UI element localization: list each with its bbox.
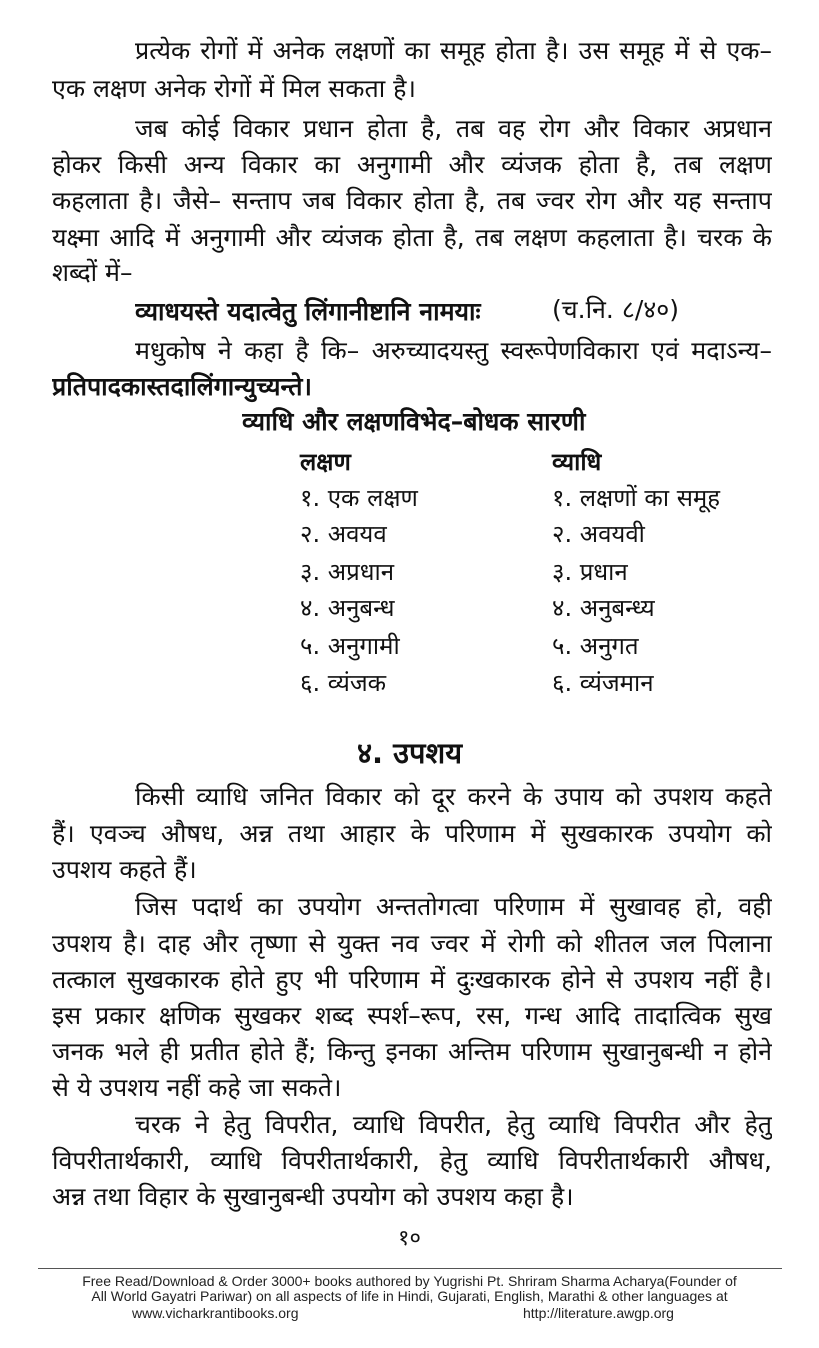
page-number: १० (398, 1226, 421, 1251)
paragraph-6-line-2: विपरीतार्थकारी, व्याधि विपरीतार्थकारी, हेतु व्याधि विपरीतार्थकारी औषध, (52, 1146, 772, 1175)
table-header-lakshan: लक्षण (300, 448, 351, 476)
footer-divider (38, 1268, 782, 1269)
paragraph-2-line-1: जब कोई विकार प्रधान होता है, तब वह रोग और विकार अप्रधान (135, 114, 772, 143)
paragraph-1-line-2: एक लक्षण अनेक रोगों में मिल सकता है। (52, 74, 416, 103)
paragraph-2-line-3: कहलाता है। जैसे– सन्ताप जब विकार होता है, तब ज्वर रोग और यह सन्ताप (52, 186, 772, 215)
table-row-2-b: २. अवयवी (552, 520, 645, 548)
paragraph-4-line-1: किसी व्याधि जनित विकार को दूर करने के उपाय को उपशय कहते (135, 782, 772, 811)
table-row-3-a: ३. अप्रधान (300, 558, 395, 586)
table-row-1-b: १. लक्षणों का समूह (552, 484, 721, 512)
footer-line-1: Free Read/Download & Order 3000+ books authored by Yugrishi Pt. Shriram Sharma Acharya(Founder of (82, 1273, 737, 1289)
table-row-5-a: ५. अनुगामी (300, 632, 400, 660)
table-row-4-a: ४. अनुबन्ध (300, 594, 395, 622)
paragraph-5-line-5: जनक भले ही प्रतीत होते हैं; किन्तु इनका अन्तिम परिणाम सुखानुबन्धी न होने (52, 1037, 772, 1066)
paragraph-6-line-1: चरक ने हेतु विपरीत, व्याधि विपरीत, हेतु व्याधि विपरीत और हेतु (135, 1110, 772, 1139)
paragraph-4-line-2: हैं। एवञ्च औषध, अन्न तथा आहार के परिणाम में सुखकारक उपयोग को (52, 819, 772, 848)
table-row-3-b: ३. प्रधान (552, 558, 628, 586)
table-row-1-a: १. एक लक्षण (300, 484, 418, 512)
paragraph-3-line-2: प्रतिपादकास्तदालिंगान्युच्यन्ते। (52, 372, 312, 401)
paragraph-5-line-3: तत्काल सुखकारक होते हुए भी परिणाम में दुःखकारक होने से उपशय नहीं है। (52, 965, 772, 994)
paragraph-5-line-2: उपशय है। दाह और तृष्णा से युक्त नव ज्वर में रोगी को शीतल जल पिलाना (52, 929, 772, 958)
paragraph-6-line-3: अन्न तथा विहार के सुखानुबन्धी उपयोग को उपशय कहा है। (52, 1182, 574, 1211)
table-title: व्याधि और लक्षणविभेद–बोधक सारणी (242, 407, 586, 436)
table-row-6-a: ६. व्यंजक (300, 669, 387, 697)
sanskrit-quote: व्याधयस्ते यदात्वेतु लिंगानीष्टानि नामयाः (135, 297, 481, 326)
table-row-4-b: ४. अनुबन्ध्य (552, 594, 655, 622)
table-row-5-b: ५. अनुगत (552, 632, 639, 660)
paragraph-5-line-4: इस प्रकार क्षणिक सुखकर शब्द स्पर्श–रूप, रस, गन्ध आदि तादात्विक सुख (52, 1001, 772, 1030)
paragraph-2-line-5: शब्दों में– (52, 258, 133, 287)
quote-reference: (च.नि. ८/४०) (552, 295, 679, 324)
table-header-vyadhi: व्याधि (552, 448, 602, 476)
paragraph-4-line-3: उपशय कहते हैं। (52, 855, 197, 884)
paragraph-2-line-4: यक्ष्मा आदि में अनुगामी और व्यंजक होता है, तब लक्षण कहलाता है। चरक के (52, 223, 772, 252)
footer-line-2: All World Gayatri Pariwar) on all aspects of life in Hindi, Gujarati, English, Marathi & other languages at (91, 1288, 728, 1304)
footer-link-vicharkranti[interactable]: www.vicharkrantibooks.org (132, 1305, 299, 1321)
paragraph-3-line-1: मधुकोष ने कहा है कि– अरुच्यादयस्तु स्वरूपेणविकारा एवं मदाऽन्य– (135, 336, 772, 365)
table-row-6-b: ६. व्यंजमान (552, 669, 654, 697)
paragraph-2-line-2: होकर किसी अन्य विकार का अनुगामी और व्यंजक होता है, तब लक्षण (52, 150, 772, 179)
footer-link-awgp[interactable]: http://literature.awgp.org (523, 1305, 674, 1321)
paragraph-1-line-1: प्रत्येक रोगों में अनेक लक्षणों का समूह होता है। उस समूह में से एक– (135, 36, 772, 65)
section-heading: ४. उपशय (356, 736, 463, 770)
paragraph-5-line-6: से ये उपशय नहीं कहे जा सकते। (52, 1073, 342, 1102)
table-row-2-a: २. अवयव (300, 520, 387, 548)
paragraph-5-line-1: जिस पदार्थ का उपयोग अन्ततोगत्वा परिणाम में सुखावह हो, वही (135, 892, 772, 921)
